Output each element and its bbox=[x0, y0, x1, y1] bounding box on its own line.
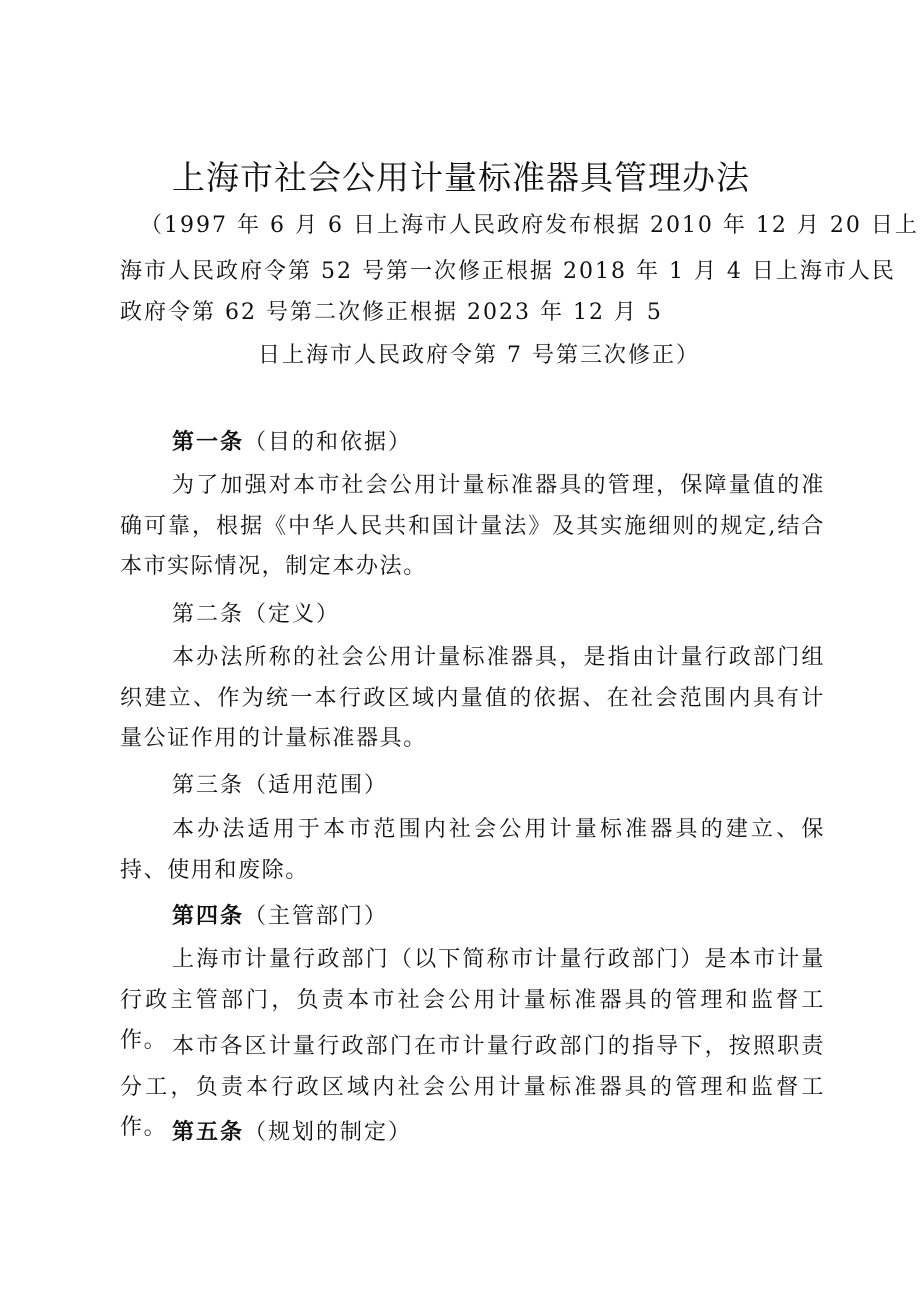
article-heading bbox=[172, 424, 412, 461]
subtitle-line: 日上海市人民政府令第 7 号第三次修正） bbox=[258, 343, 700, 368]
article-heading-text: （目的和依据） bbox=[244, 430, 413, 455]
article-heading-text: （适用范围） bbox=[244, 773, 389, 798]
article-paragraph: 本市各区计量行政部门在市计量行政部门的指导下，按照职责分工，负责本行政区域内社会公用计量标准器具的管理和监督工作。 bbox=[120, 1034, 825, 1140]
article-paragraph: 上海市计量行政部门（以下简称市计量行政部门）是本市计量行政主管部门，负责本市社会公用计量标准器具的管理和监督工作。 bbox=[120, 947, 825, 1053]
article-number: 第三条 bbox=[172, 773, 245, 798]
article-number: 第四条 bbox=[172, 903, 245, 929]
article-paragraph: 本办法适用于本市范围内社会公用计量标准器具的建立、保持、使用和废除。 bbox=[120, 817, 825, 883]
article-number: 第五条 bbox=[172, 1119, 245, 1145]
article-heading-text: （主管部门） bbox=[244, 904, 389, 929]
article-number: 第二条 bbox=[172, 602, 245, 627]
article-heading bbox=[172, 1114, 412, 1151]
subtitle-line: 政府令第 62 号第二次修正根据 2023 年 12 月 5 bbox=[120, 300, 663, 325]
article-paragraph: 本办法所称的社会公用计量标准器具，是指由计量行政部门组织建立、作为统一本行政区域内量值的依据、在社会范围内具有计量公证作用的计量标准器具。 bbox=[120, 645, 825, 751]
article-heading-text: （定义） bbox=[244, 602, 341, 627]
article-heading bbox=[172, 597, 340, 633]
article-heading-text: （规划的制定） bbox=[244, 1120, 413, 1145]
article-heading bbox=[172, 898, 388, 935]
document-title: 上海市社会公用计量标准器具管理办法 bbox=[172, 158, 750, 197]
article-heading bbox=[172, 768, 388, 804]
subtitle-line: 海市人民政府令第 52 号第一次修正根据 2018 年 1 月 4 日上海市人民 bbox=[120, 259, 896, 284]
article-paragraph: 为了加强对本市社会公用计量标准器具的管理，保障量值的准确可靠，根据《中华人民共和国计量法》及其实施细则的规定,结合本市实际情况，制定本办法。 bbox=[120, 473, 825, 579]
article-number: 第一条 bbox=[172, 429, 245, 455]
subtitle-line: （1997 年 6 月 6 日上海市人民政府发布根据 2010 年 12 月 20 日上 bbox=[140, 213, 919, 238]
